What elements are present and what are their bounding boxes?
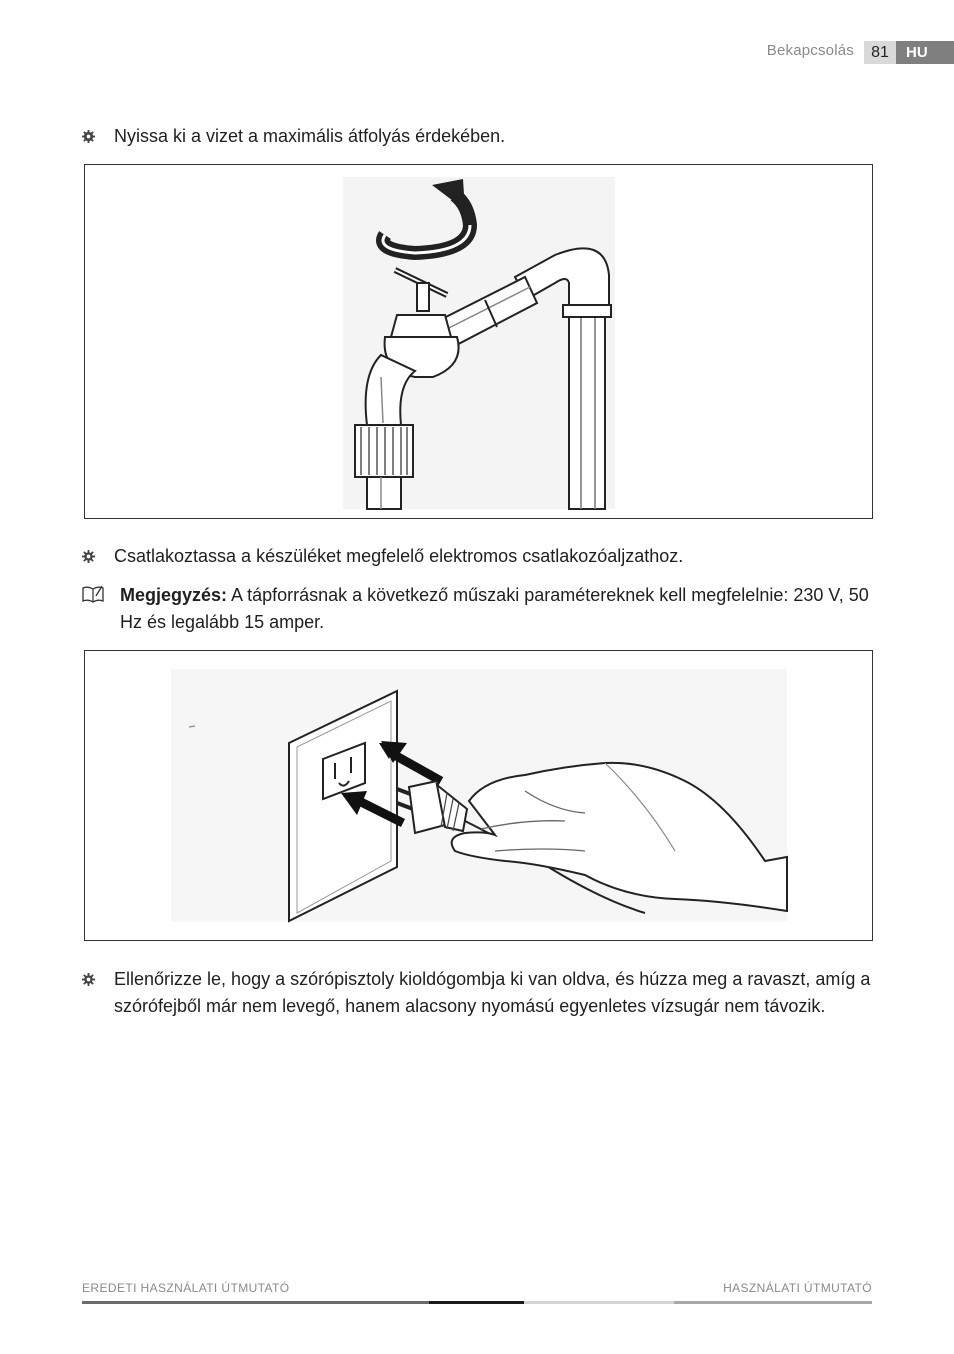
- footer-bar-segment-4: [674, 1301, 872, 1304]
- gear-bullet-icon: [82, 550, 95, 563]
- water-tap-illustration: [85, 165, 872, 518]
- header-page-number: 81: [864, 41, 896, 64]
- note-block: [82, 582, 872, 636]
- step-text: Nyissa ki a vizet a maximális átfolyás érdekében.: [114, 126, 506, 146]
- step-text: Csatlakoztassa a készüléket megfelelő elektromos csatlakozóaljzathoz.: [114, 546, 684, 566]
- plug-socket-illustration: [85, 651, 872, 940]
- note-text: A tápforrásnak a következő műszaki paramétereknek kell megfelelnie: 230 V, 50 Hz és legalább 15 amper.: [120, 585, 869, 632]
- header-language-badge: HU: [896, 41, 954, 64]
- footer-bar-segment-1: [82, 1301, 429, 1304]
- gear-bullet-icon: [82, 973, 95, 986]
- gear-bullet-icon: [82, 130, 95, 143]
- figure-water-tap: [84, 164, 873, 519]
- footer-bar-segment-2: [429, 1301, 524, 1304]
- header-section-title: Bekapcsolás: [766, 42, 854, 59]
- figure-plug-socket: [84, 650, 873, 941]
- footer-bar-segment-3: [524, 1301, 674, 1304]
- footer-right-label: HASZNÁLATI ÚTMUTATÓ: [723, 1281, 872, 1295]
- footer-left-label: EREDETI HASZNÁLATI ÚTMUTATÓ: [82, 1281, 290, 1295]
- step-text: Ellenőrizze le, hogy a szórópisztoly kioldógombja ki van oldva, és húzza meg a ravaszt, amíg a szórófejből már nem levegő, hanem alacsony nyomású egyenletes vízsugár nem távozik.: [114, 969, 871, 1016]
- note-label: Megjegyzés:: [120, 585, 228, 605]
- open-book-note-icon: [82, 584, 104, 604]
